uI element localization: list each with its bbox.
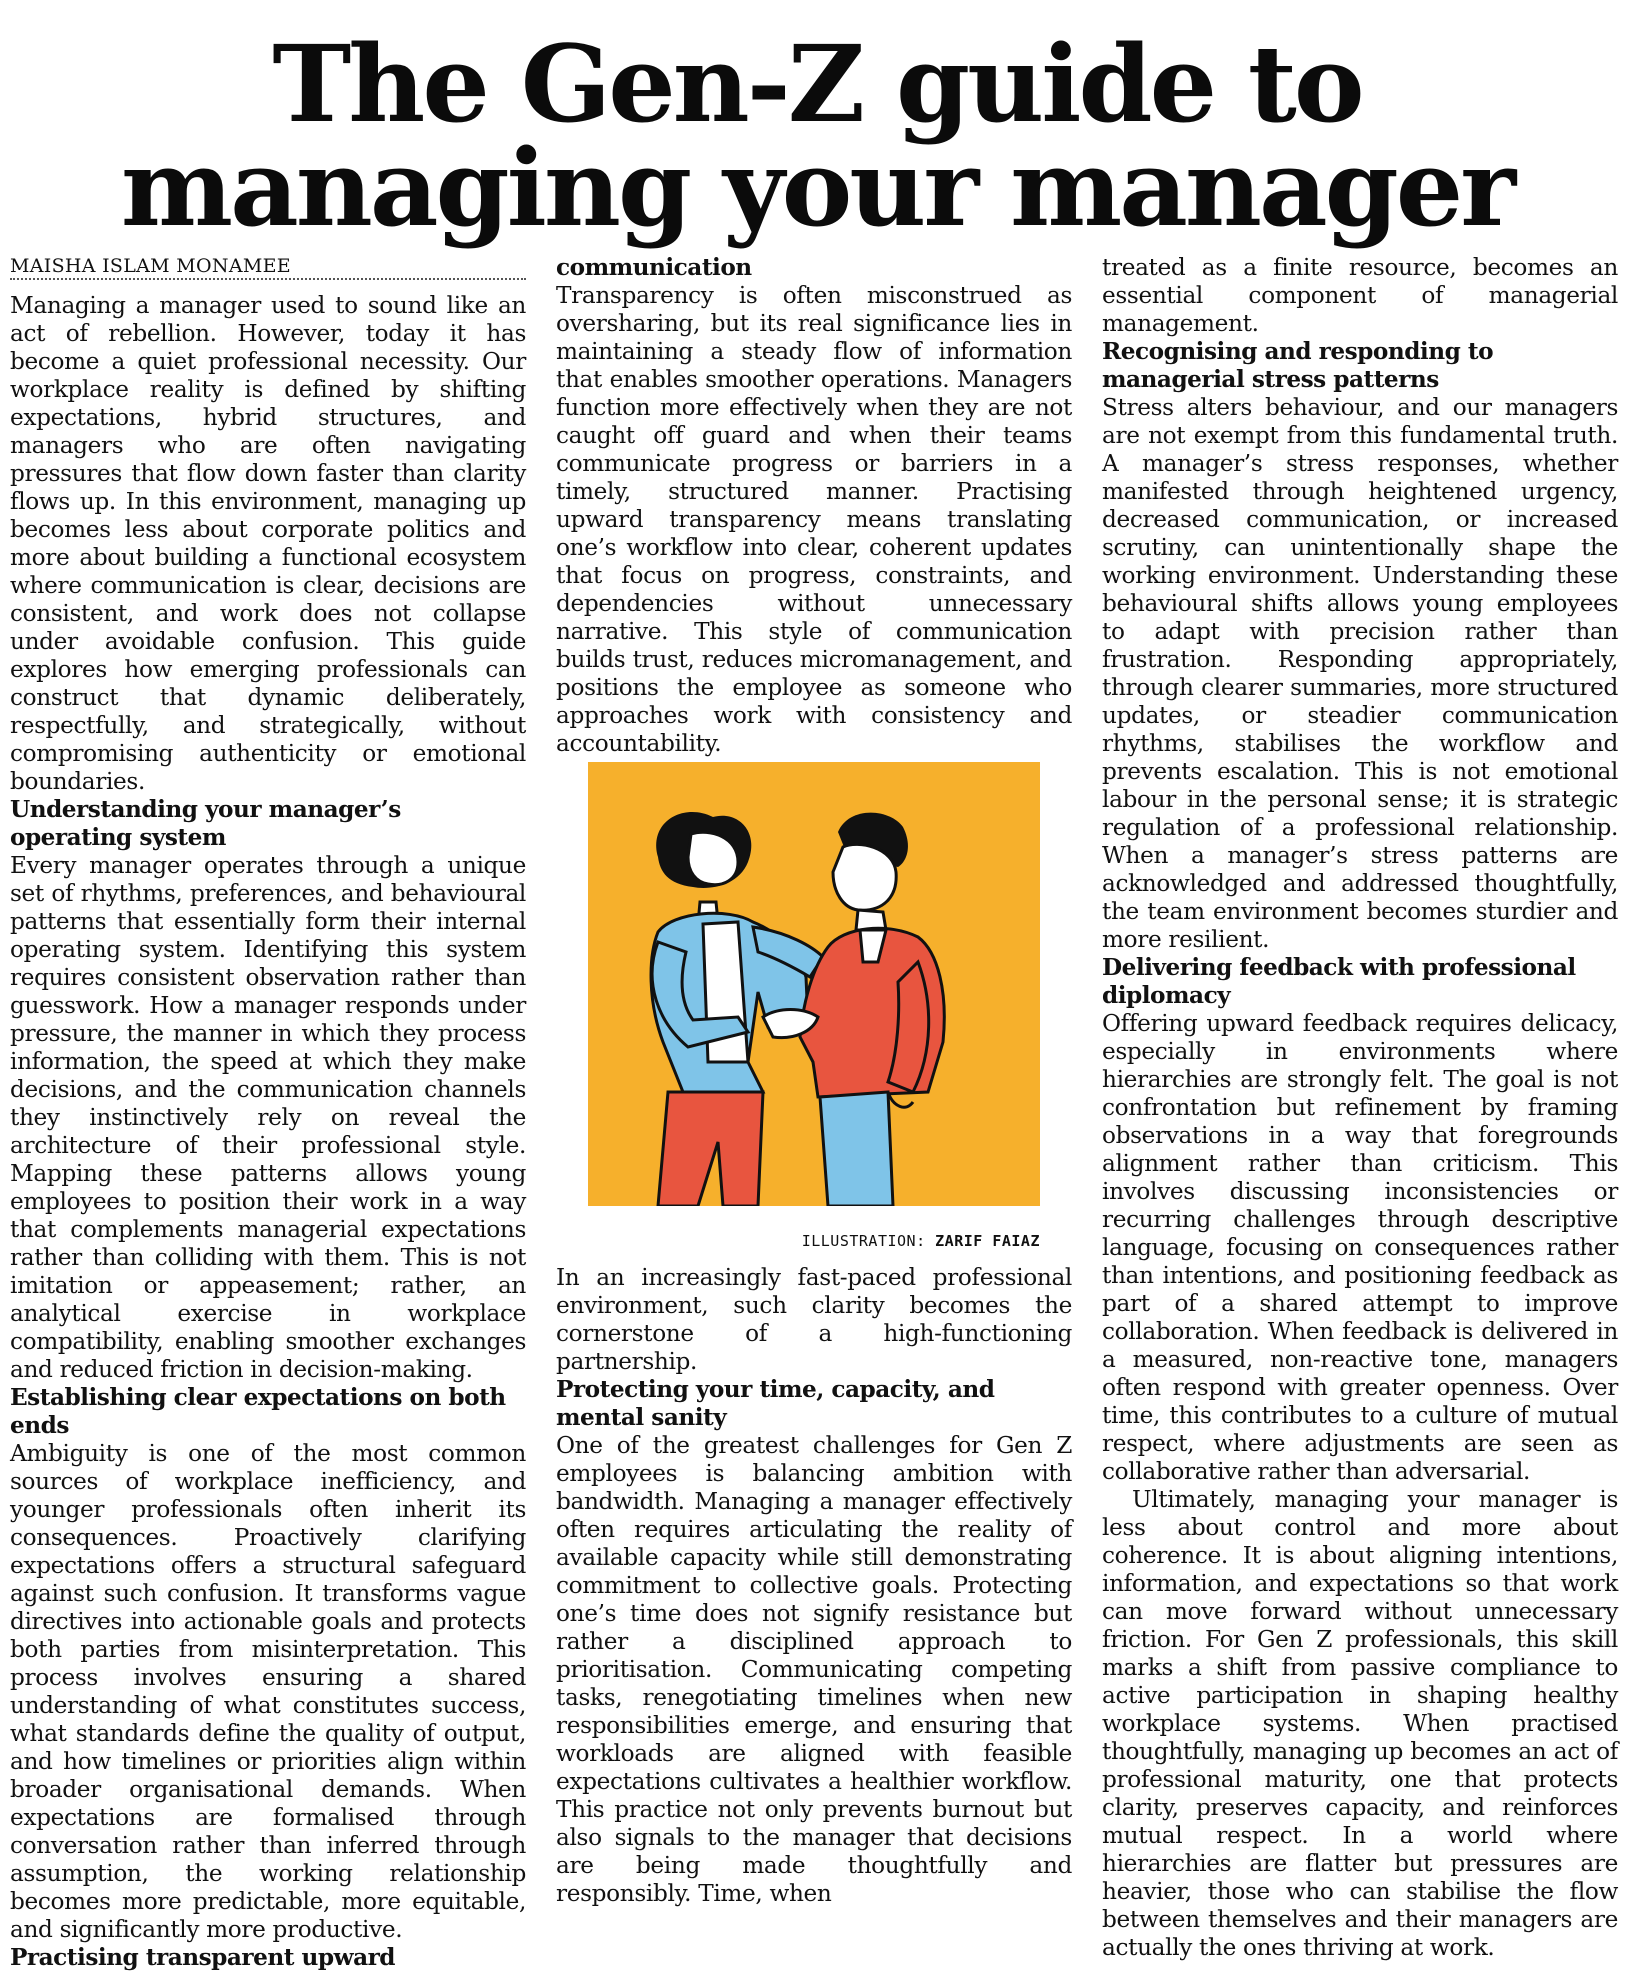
subhead-time-capacity: Protecting your time, capacity, and mental sanity — [556, 1376, 995, 1431]
paragraph-stress-patterns: Stress alters behaviour, and our managers are not exempt from this fundamental truth. A manager’s stress responses, whether manifested through heightened urgency, decreased communication, or increased scrutiny, can unintentionally shape the working environment. Understanding these behavioural shifts allows young employees to adapt with precision rather than frustration. Responding appropriately, through clearer summaries, more structured updates, or steadier communication rhythms, stabilises the workflow and prevents escalation. This is not emotional labour in the personal sense; it is strategic regulation of a professional relationship. When a manager’s stress patterns are acknowledged and addressed thoughtfully, the team environment becomes sturdier and more resilient. — [1102, 394, 1618, 953]
paragraph-time-capacity: One of the greatest challenges for Gen Z employees is balancing ambition with bandwidth. Managing a manager effectively often requires articulating the reality of available capacity while still demonstrating commitment to collective goals. Protecting one’s time does not signify resistance but rather a disciplined approach to prioritisation. Communicating competing tasks, renegotiating timelines when new responsibilities emerge, and ensuring that workloads are aligned with feasible expectations cultivates a healthier workflow. This practice not only prevents burnout but also signals to the manager that decisions are being made thoughtfully and responsibly. Time, when — [556, 1432, 1072, 1907]
subhead-expectations: Establishing clear expectations on both ends — [10, 1384, 506, 1439]
paragraph-transparency: Transparency is often misconstrued as oversharing, but its real significance lies in maintaining a steady flow of information that enables smoother operations. Managers function more effectively when they are not caught off guard and when their teams communicate progress or barriers in a timely, structured manner. Practising upward transparency means translating one’s workflow into clear, coherent updates that focus on progress, constraints, and dependencies without unnecessary narrative. This style of communication builds trust, reduces micromanagement, and positions the employee as someone who approaches work with consistency and accountability. — [556, 282, 1072, 757]
paragraph-conclusion: Ultimately, managing your manager is less about control and more about coherence. It is about aligning intentions, information, and expectations so that work can move forward without unnecessary friction. For Gen Z professionals, this skill marks a shift from passive compliance to active participation in shaping healthy workplace systems. When practised thoughtfully, managing up becomes an act of professional maturity, one that protects clarity, preserves capacity, and reinforces mutual respect. In a world where hierarchies are flatter but pressures are heavier, those who can stabilise the flow between themselves and their managers are actually the ones thriving at work. — [1102, 1486, 1618, 1961]
paragraph-clarity: In an increasingly fast-paced professional environment, such clarity becomes the cornerstone of a high-functioning partnership. — [556, 1264, 1072, 1375]
subhead-stress-patterns: Recognising and responding to managerial stress patterns — [1102, 338, 1494, 393]
column-2-lower — [556, 1264, 1072, 1908]
byline: MAISHA ISLAM MONAMEE — [10, 255, 291, 277]
illustration-credit — [700, 1232, 1040, 1250]
subhead-transparent-communication: Practising transparent upward — [10, 1944, 396, 1971]
subhead-transparent-communication-cont: communication — [556, 254, 752, 281]
column-3 — [1102, 254, 1618, 1962]
paragraph-feedback: Offering upward feedback requires delicacy, especially in environments where hierarchies are strongly felt. The goal is not confrontation but refinement by framing observations in a way that foregrounds alignment rather than criticism. This involves discussing inconsistencies or recurring challenges through descriptive language, focusing on consequences rather than intentions, and positioning feedback as part of a shared attempt to improve collaboration. When feedback is delivered in a measured, non-reactive tone, managers often respond with greater openness. Over time, this contributes to a culture of mutual respect, where adjustments are seen as collaborative rather than adversarial. — [1102, 1010, 1618, 1485]
headline: The Gen-Z guide to managing your manager — [120, 21, 1514, 250]
paragraph-expectations: Ambiguity is one of the most common sources of workplace inefficiency, and younger professionals often inherit its consequences. Proactively clarifying expectations offers a structural safeguard against such confusion. It transforms vague directives into actionable goals and protects both parties from misinterpretation. This process involves ensuring a shared understanding of what constitutes success, what standards define the quality of output, and how timelines or priorities align within broader organisational demands. When expectations are formalised through conversation rather than inferred through assumption, the working relationship becomes more predictable, more equitable, and significantly more productive. — [10, 1440, 526, 1943]
credit-name: ZARIF FAIAZ — [935, 1232, 1040, 1250]
column-1 — [10, 254, 526, 1972]
subhead-operating-system: Understanding your manager’s operating system — [10, 796, 401, 851]
illustration-handshake — [588, 762, 1040, 1206]
paragraph-operating-system: Every manager operates through a unique set of rhythms, preferences, and behavioural patterns that essentially form their internal operating system. Identifying this system requires consistent observation rather than guesswork. How a manager responds under pressure, the manner in which they process information, the speed at which they make decisions, and the communication channels they instinctively rely on reveal the architecture of their professional style. Mapping these patterns allows young employees to position their work in a way that complements managerial expectations rather than colliding with them. This is not imitation or appeasement; rather, an analytical exercise in workplace compatibility, enabling smoother exchanges and reduced friction in decision-making. — [10, 852, 526, 1383]
byline-divider — [10, 278, 526, 280]
handshake-illustration — [588, 762, 1040, 1206]
paragraph-time-cont: treated as a finite resource, becomes an essential component of managerial management. — [1102, 254, 1618, 337]
credit-label: ILLUSTRATION: — [801, 1232, 926, 1250]
subhead-feedback: Delivering feedback with professional diplomacy — [1102, 954, 1576, 1009]
column-2 — [556, 254, 1072, 758]
intro-paragraph: Managing a manager used to sound like an act of rebellion. However, today it has become a quiet professional necessity. Our workplace reality is defined by shifting expectations, hybrid structures, and managers who are often navigating pressures that flow down faster than clarity flows up. In this environment, managing up becomes less about corporate politics and more about building a functional ecosystem where communication is clear, decisions are consistent, and work does not collapse under avoidable confusion. This guide explores how emerging professionals can construct that dynamic deliberately, respectfully, and strategically, without compromising authenticity or emotional boundaries. — [10, 292, 526, 795]
